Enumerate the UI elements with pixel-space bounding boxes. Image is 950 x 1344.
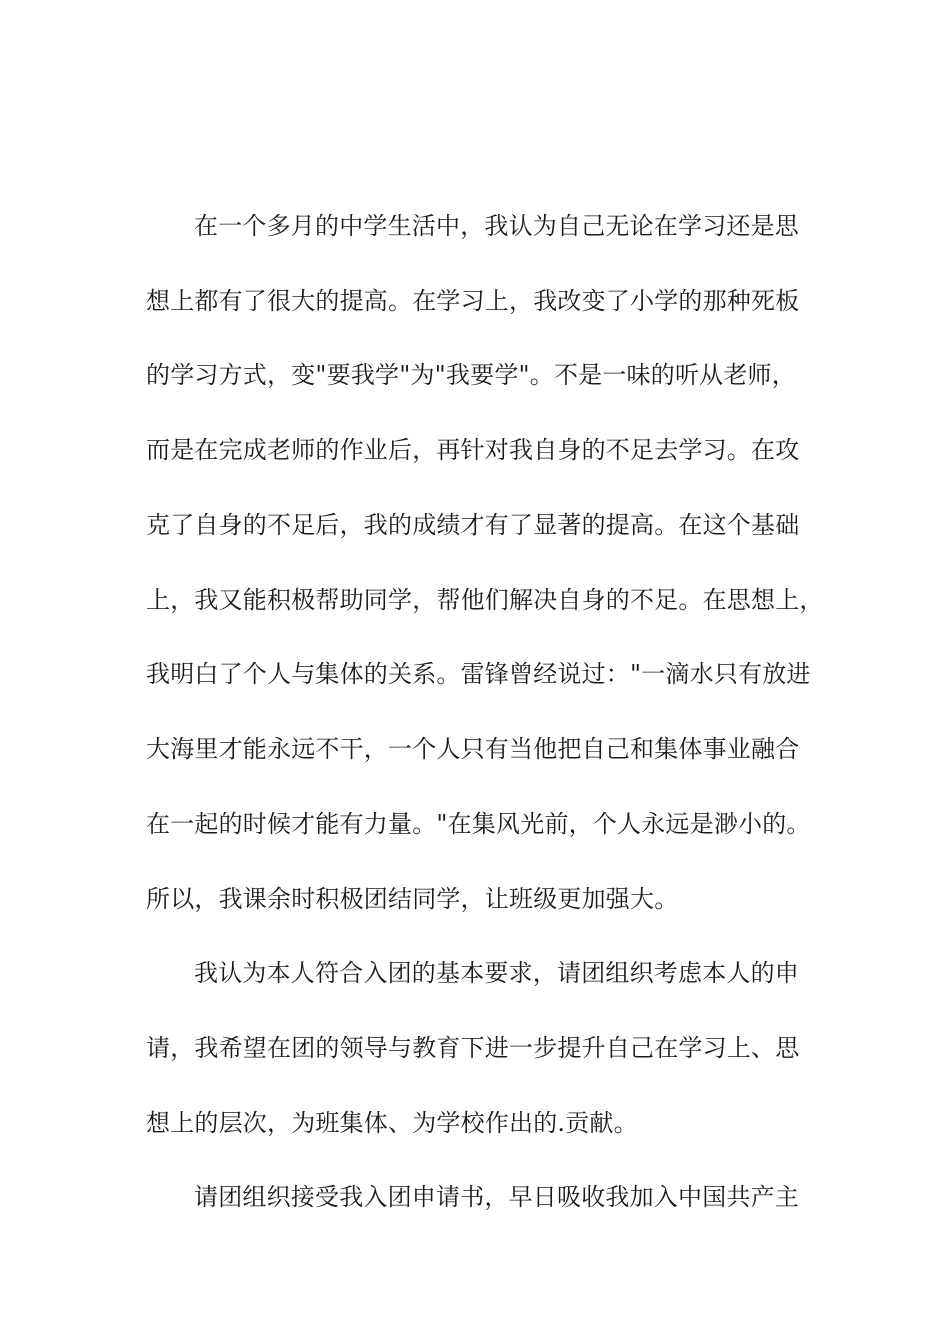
paragraph-1-line-4: 而是在完成老师的作业后，再针对我自身的不足去学习。在攻 [146,436,800,464]
paragraph-1-line-8: 大海里才能永远不干，一个人只有当他把自己和集体事业融合 [146,735,800,763]
paragraph-1-line-6: 上，我又能积极帮助同学，帮他们解决自身的不足。在思想上， [146,586,824,614]
paragraph-2-line-3: 想上的层次，为班集体、为学校作出的.贡献。 [146,1109,638,1137]
paragraph-3-line-1: 请团组织接受我入团申请书，早日吸收我加入中国共产主 [194,1183,799,1211]
paragraph-1-line-10: 所以，我课余时积极团结同学，让班级更加强大。 [146,885,679,913]
paragraph-2-line-2: 请，我希望在团的领导与教育下进一步提升自己在学习上、思 [146,1034,800,1062]
paragraph-1-line-3: 的学习方式，变"要我学"为"我要学"。不是一味的听从老师， [146,361,796,389]
paragraph-1-line-2: 想上都有了很大的提高。在学习上，我改变了小学的那种死板 [146,287,800,315]
paragraph-1-line-9: 在一起的时候才能有力量。"在集风光前，个人永远是渺小的。 [146,810,811,838]
paragraph-1-line-7: 我明白了个人与集体的关系。雷锋曾经说过："一滴水只有放进 [146,660,811,688]
paragraph-2-line-1: 我认为本人符合入团的基本要求，请团组织考虑本人的申 [194,959,799,987]
paragraph-1-line-5: 克了自身的不足后，我的成绩才有了显著的提高。在这个基础 [146,511,800,539]
paragraph-1-line-1: 在一个多月的中学生活中，我认为自己无论在学习还是思 [194,212,799,240]
